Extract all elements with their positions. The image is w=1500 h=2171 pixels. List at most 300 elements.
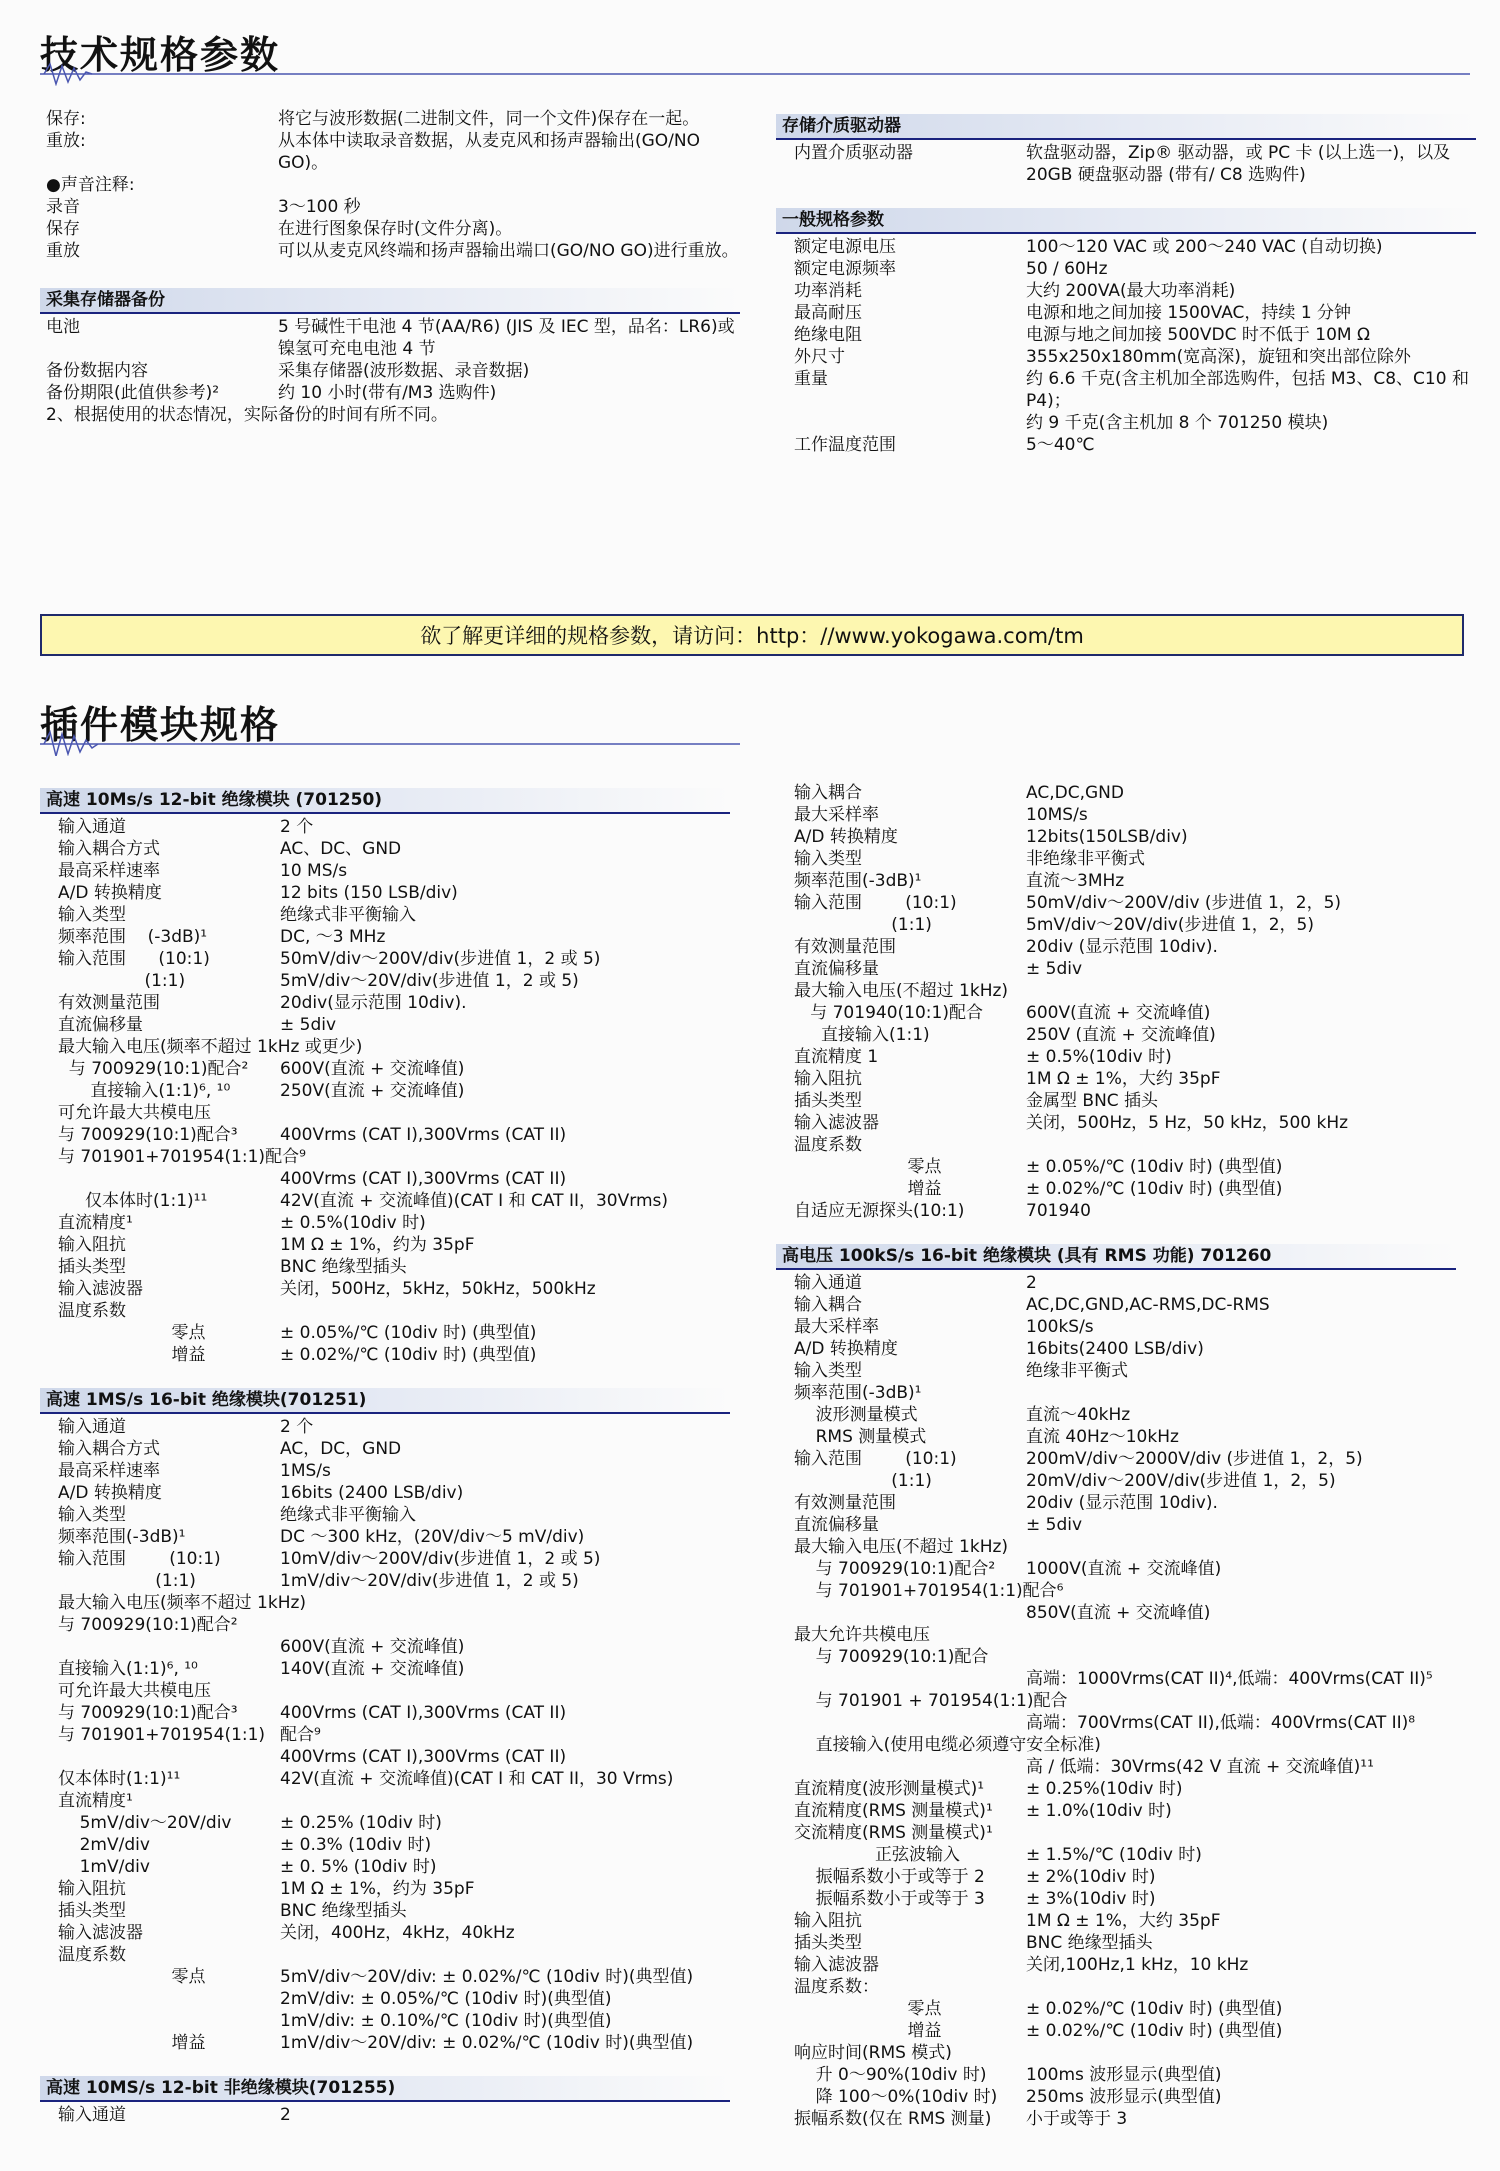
spec-value: 可以从麦克风终端和扬声器输出端口(GO/NO GO)进行重放。 <box>278 241 739 261</box>
spec-label: A/D 转换精度 <box>794 1339 898 1359</box>
module-701250-row <box>58 926 730 948</box>
spec-value: 2 个 <box>280 817 314 837</box>
spec-label: 零点 <box>794 1157 942 1177</box>
module-701260-row <box>794 1932 1456 1954</box>
spec-label: 重量 <box>794 369 828 389</box>
spec-label: 仅本体时(1:1)¹¹ <box>58 1769 181 1789</box>
spec-label: 可允许最大共模电压 <box>58 1103 211 1123</box>
spec-label <box>58 1988 280 2010</box>
spec-label: 与 701901 + 701954(1:1)配合 <box>794 1691 1068 1711</box>
spec-value: 600V(直流 + 交流峰值) <box>280 1059 465 1079</box>
module-701260-row <box>794 1514 1456 1536</box>
spec-value: DC, ～3 MHz <box>280 927 386 947</box>
spec-label: 有效测量范围 <box>794 1493 896 1513</box>
spec-label <box>794 1756 1026 1778</box>
spec-value: 20div(显示范围 10div). <box>280 993 467 1013</box>
spec-value: 1M Ω ± 1%，大约 35pF <box>1026 1069 1221 1089</box>
spec-value: 600V(直流 + 交流峰值) <box>1026 1003 1211 1023</box>
module-701260-row <box>794 1646 1456 1668</box>
spec-label: 输入范围 (10:1) <box>794 893 957 913</box>
module-701251-row <box>58 1856 730 1878</box>
spec-label: (1:1) <box>58 1571 196 1591</box>
spec-label: 输入通道 <box>58 1417 126 1437</box>
spec-label: 振幅系数(仅在 RMS 测量) <box>794 2109 992 2129</box>
spec-value: 关闭，500Hz，5 Hz，50 kHz，500 kHz <box>1026 1113 1349 1133</box>
module-701250-row <box>58 992 730 1014</box>
spec-label: 输入类型 <box>794 849 862 869</box>
spec-value: ± 0.3% (10div 时) <box>280 1835 432 1855</box>
spec-value: 将它与波形数据(二进制文件，同一个文件)保存在一起。 <box>278 109 700 129</box>
module-701251-row <box>58 1966 730 1988</box>
spec-value: ± 5div <box>1026 959 1083 979</box>
spec-value <box>280 1102 730 1124</box>
module-701255-cont-row <box>794 826 1456 848</box>
module-701251-row <box>58 1922 730 1944</box>
module-701255-cont-row <box>794 892 1456 914</box>
module-701250-header: 高速 10Ms/s 12-bit 绝缘模块 (701250) <box>40 788 730 814</box>
spec-value: 12bits(150LSB/div) <box>1026 827 1188 847</box>
spec-value: 100kS/s <box>1026 1317 1094 1337</box>
module-701255-cont-row <box>794 980 1456 1002</box>
spec-value: ± 0. 5% (10div 时) <box>280 1857 437 1877</box>
spec-label: 工作温度范围 <box>794 435 896 455</box>
spec-value <box>280 1944 730 1966</box>
spec-label: A/D 转换精度 <box>794 827 898 847</box>
spec-label: 温度系数 <box>794 1135 862 1155</box>
module-701251-row <box>58 1944 730 1966</box>
spec-value: ± 2%(10div 时) <box>1026 1867 1156 1887</box>
spec-label: 与 701901+701954(1:1)配合⁹ <box>58 1147 306 1167</box>
module-701251-row <box>58 1526 730 1548</box>
spec-label: 增益 <box>58 1345 206 1365</box>
spec-value <box>1026 1690 1456 1712</box>
spec-value: 在进行图象保存时(文件分离)。 <box>278 219 513 239</box>
spec-label <box>58 2010 280 2032</box>
module-701260-row <box>794 1800 1456 1822</box>
module-701251-row <box>58 1702 730 1724</box>
spec-label: 最大允许共模电压 <box>794 1625 930 1645</box>
general-row <box>794 280 1476 302</box>
module-701260-row <box>794 2042 1456 2064</box>
spec-label: 插头类型 <box>58 1901 126 1921</box>
spec-value: 2 <box>280 2105 291 2125</box>
storage-section-header: 存储介质驱动器 <box>776 114 1476 140</box>
spec-value: 20div (显示范围 10div). <box>1026 1493 1218 1513</box>
module-701260-row <box>794 1668 1456 1690</box>
spec-value: 直流～3MHz <box>1026 871 1125 891</box>
spec-label: 直流精度(RMS 测量模式)¹ <box>794 1801 993 1821</box>
spec-label: 最大采样率 <box>794 1317 879 1337</box>
spec-label: 输入滤波器 <box>58 1279 143 1299</box>
spec-value: 电源与地之间加接 500VDC 时不低于 10M Ω <box>1026 325 1370 345</box>
module-701255-cont-row <box>794 914 1456 936</box>
module-701260-row <box>794 1382 1456 1404</box>
module-701251-row <box>58 1548 730 1570</box>
spec-value: 701940 <box>1026 1201 1091 1221</box>
spec-label <box>794 412 1026 434</box>
spec-label: 1mV/div <box>58 1857 150 1877</box>
module-701251-row <box>58 1768 730 1790</box>
module-701250-row <box>58 1058 730 1080</box>
spec-label: 自适应无源探头(10:1) <box>794 1201 965 1221</box>
general-row <box>794 324 1476 346</box>
module-701255-cont-row <box>794 1046 1456 1068</box>
module-701260-row <box>794 1316 1456 1338</box>
spec-value: 50 / 60Hz <box>1026 259 1108 279</box>
spec-label: 增益 <box>58 2033 206 2053</box>
general-row <box>794 258 1476 280</box>
spec-value <box>1026 1624 1456 1646</box>
record-playback-row <box>46 240 740 262</box>
storage-row <box>794 142 1476 186</box>
module-701260-row <box>794 1272 1456 1294</box>
spec-value: 1MS/s <box>280 1461 331 1481</box>
spec-label: 波形测量模式 <box>794 1405 918 1425</box>
module-701255-cont-row <box>794 1068 1456 1090</box>
module-701250-row <box>58 1344 730 1366</box>
spec-label: 正弦波输入 <box>794 1845 961 1865</box>
spec-label: 频率范围(-3dB)¹ <box>794 871 922 891</box>
spec-label: 输入通道 <box>794 1273 862 1293</box>
record-playback-row <box>46 196 740 218</box>
spec-value: AC,DC,GND,AC-RMS,DC-RMS <box>1026 1295 1270 1315</box>
module-701255-cont-row <box>794 958 1456 980</box>
spec-label: 输入类型 <box>794 1361 862 1381</box>
spec-value: 金属型 BNC 插头 <box>1026 1091 1159 1111</box>
spec-label: 输入通道 <box>58 2105 126 2125</box>
spec-value <box>280 1146 730 1168</box>
module-701251-row <box>58 1878 730 1900</box>
record-playback-row <box>46 130 740 174</box>
spec-label: 最大采样率 <box>794 805 879 825</box>
general-row <box>794 346 1476 368</box>
module-701260-row <box>794 1888 1456 1910</box>
spec-label: 直流偏移量 <box>794 959 879 979</box>
spec-value: 高 / 低端：30Vrms(42 V 直流 + 交流峰值)¹¹ <box>1026 1757 1374 1777</box>
spec-value <box>278 174 740 196</box>
module-701255-cont-row <box>794 848 1456 870</box>
spec-value <box>1026 1646 1456 1668</box>
module-701251-row <box>58 1460 730 1482</box>
spec-value: ± 1.5%/℃ (10div 时) <box>1026 1845 1202 1865</box>
spec-value <box>280 1036 730 1058</box>
module-701250-row <box>58 1322 730 1344</box>
spec-value: 约 9 千克(含主机加 8 个 701250 模块) <box>1026 413 1329 433</box>
spec-value: ± 1.0%(10div 时) <box>1026 1801 1172 1821</box>
general-row <box>794 236 1476 258</box>
spec-value: ± 0.02%/℃ (10div 时) (典型值) <box>1026 2021 1283 2041</box>
general-section-header: 一般规格参数 <box>776 208 1476 234</box>
module-701250-row <box>58 1080 730 1102</box>
spec-label: 直流偏移量 <box>794 1515 879 1535</box>
module-701250-row <box>58 1102 730 1124</box>
spec-value <box>1026 1134 1456 1156</box>
module-701260-row <box>794 1712 1456 1734</box>
spec-label: 插头类型 <box>794 1933 862 1953</box>
module-spec-title: 插件模块规格 <box>40 703 281 747</box>
backup-section-header: 采集存储器备份 <box>40 288 740 314</box>
spec-label: 与 701901+701954(1:1)配合⁶ <box>794 1581 1064 1601</box>
spec-value: ± 0.02%/℃ (10div 时) (典型值) <box>280 1345 537 1365</box>
spec-label: 输入滤波器 <box>794 1955 879 1975</box>
spec-label: (1:1) <box>794 915 932 935</box>
spec-label: 绝缘电阻 <box>794 325 862 345</box>
spec-label <box>794 1668 1026 1690</box>
spec-value: 42V(直流 + 交流峰值)(CAT I 和 CAT II，30Vrms) <box>280 1191 668 1211</box>
spec-value: 1M Ω ± 1%，约为 35pF <box>280 1235 475 1255</box>
module-701255-cont-row <box>794 1024 1456 1046</box>
module-701260-row <box>794 2020 1456 2042</box>
module-701250-row <box>58 1278 730 1300</box>
spec-label <box>58 1168 280 1190</box>
website-banner <box>40 614 1464 656</box>
spec-label: 输入阻抗 <box>58 1235 126 1255</box>
spec-label: 输入阻抗 <box>794 1911 862 1931</box>
spec-value: BNC 绝缘型插头 <box>280 1257 407 1277</box>
spec-value: AC、DC、GND <box>280 839 402 859</box>
spec-label: 输入范围 (10:1) <box>58 949 210 969</box>
spec-value: 配合⁹ <box>280 1725 321 1745</box>
spec-value: ± 0.5%(10div 时) <box>280 1213 426 1233</box>
spec-label: 响应时间(RMS 模式) <box>794 2043 952 2063</box>
module-701260-row <box>794 1602 1456 1624</box>
spec-value <box>1026 1580 1456 1602</box>
top-right-column <box>776 114 1476 456</box>
module-701251-row <box>58 1658 730 1680</box>
spec-label: 有效测量范围 <box>58 993 160 1013</box>
spec-value: 2mV/div: ± 0.05%/℃ (10div 时)(典型值) <box>280 1989 612 2009</box>
backup-row <box>46 382 740 404</box>
spec-label: 增益 <box>794 1179 942 1199</box>
spec-value: 采集存储器(波形数据、录音数据) <box>278 361 530 381</box>
spec-value: 1M Ω ± 1%，大约 35pF <box>1026 1911 1221 1931</box>
spec-label: 直接输入(1:1)⁶, ¹⁰ <box>58 1081 231 1101</box>
spec-value: 1mV/div～20V/div(步进值 1，2 或 5) <box>280 1571 579 1591</box>
spec-value: 绝缘非平衡式 <box>1026 1361 1128 1381</box>
spec-label <box>794 1602 1026 1624</box>
spec-value: 10 MS/s <box>280 861 348 881</box>
spec-label: 频率范围(-3dB)¹ <box>794 1383 922 1403</box>
spec-value: 20div (显示范围 10div). <box>1026 937 1218 957</box>
module-701260-row <box>794 1404 1456 1426</box>
module-701260-row <box>794 1294 1456 1316</box>
general-row <box>794 302 1476 324</box>
spec-value: 355x250x180mm(宽高深)，旋钮和突出部位除外 <box>1026 347 1411 367</box>
module-701250-row <box>58 860 730 882</box>
module-701255-header: 高速 10MS/s 12-bit 非绝缘模块(701255) <box>40 2076 730 2102</box>
spec-value: 2 <box>1026 1273 1037 1293</box>
spec-label: 直流精度¹ <box>58 1213 133 1233</box>
spec-value: 直流～40kHz <box>1026 1405 1131 1425</box>
module-701251-row <box>58 1592 730 1614</box>
module-701251-row <box>58 1790 730 1812</box>
module-701260-row <box>794 1734 1456 1756</box>
spec-value: ± 5div <box>280 1015 337 1035</box>
spec-value: 50mV/div～200V/div(步进值 1，2 或 5) <box>280 949 601 969</box>
module-701260-row <box>794 2108 1456 2130</box>
spec-label: 插头类型 <box>58 1257 126 1277</box>
module-701255-cont-row <box>794 1156 1456 1178</box>
module-701255-cont-row <box>794 936 1456 958</box>
module-701250-row <box>58 882 730 904</box>
spec-value <box>1026 2042 1456 2064</box>
module-701260-row <box>794 1866 1456 1888</box>
module-701260-row <box>794 1976 1456 1998</box>
spec-value: 400Vrms (CAT I),300Vrms (CAT II) <box>280 1703 567 1723</box>
spec-label: 最大输入电压(频率不超过 1kHz 或更少) <box>58 1037 363 1057</box>
module-701255-cont-row <box>794 870 1456 892</box>
spec-value: 16bits (2400 LSB/div) <box>280 1483 464 1503</box>
spec-label: 最高采样速率 <box>58 1461 160 1481</box>
module-701251-row <box>58 1900 730 1922</box>
spec-label: 直流精度¹ <box>58 1791 133 1811</box>
spec-value: 250V(直流 + 交流峰值) <box>280 1081 465 1101</box>
spec-value: 约 10 小时(带有/M3 选购件) <box>278 383 497 403</box>
module-701255-cont-row <box>794 804 1456 826</box>
spec-label: 与 700929(10:1)配合 <box>794 1647 989 1667</box>
spec-label: 输入耦合 <box>794 783 862 803</box>
record-playback-row <box>46 108 740 130</box>
spec-label: 零点 <box>794 1999 942 2019</box>
spec-label: 频率范围(-3dB)¹ <box>58 1527 186 1547</box>
spec-value <box>280 1300 730 1322</box>
module-701260-row <box>794 1558 1456 1580</box>
spec-label: (1:1) <box>58 971 186 991</box>
spec-value: 1mV/div～20V/div: ± 0.02%/℃ (10div 时)(典型值) <box>280 2033 694 2053</box>
spec-value: 5～40℃ <box>1026 435 1095 455</box>
spec-label: 温度系数 <box>58 1945 126 1965</box>
module-701250-row <box>58 1234 730 1256</box>
spec-value: 绝缘式非平衡输入 <box>280 1505 416 1525</box>
general-row <box>794 368 1476 412</box>
module-701255-cont-row <box>794 1178 1456 1200</box>
module-701250-row <box>58 1168 730 1190</box>
module-701260-row <box>794 1360 1456 1382</box>
module-701250-row <box>58 948 730 970</box>
spec-label: 与 701901+701954(1:1) <box>58 1725 266 1745</box>
spec-label: 备份数据内容 <box>46 361 148 381</box>
spec-label: 仅本体时(1:1)¹¹ <box>58 1191 208 1211</box>
spec-label: ●声音注释: <box>46 175 135 195</box>
module-701255-cont-row <box>794 1200 1456 1222</box>
module-701250-row <box>58 1146 730 1168</box>
spec-label: (1:1) <box>794 1471 932 1491</box>
spec-value: ± 0.02%/℃ (10div 时) (典型值) <box>1026 1999 1283 2019</box>
spec-label: 直接输入(1:1)⁶, ¹⁰ <box>58 1659 198 1679</box>
spec-value: 250ms 波形显示(典型值) <box>1026 2087 1222 2107</box>
module-701260-row <box>794 1822 1456 1844</box>
module-701250-row <box>58 1300 730 1322</box>
spec-label: 输入通道 <box>58 817 126 837</box>
top-left-column <box>40 108 740 426</box>
spec-label: 功率消耗 <box>794 281 862 301</box>
spec-value <box>280 1790 730 1812</box>
spec-value: 从本体中读取录音数据，从麦克风和扬声器输出(GO/NO GO)。 <box>278 131 701 173</box>
module-701260-header: 高电压 100kS/s 16-bit 绝缘模块 (具有 RMS 功能) 701260 <box>776 1244 1456 1270</box>
spec-label: 直流精度(波形测量模式)¹ <box>794 1779 985 1799</box>
spec-value: 高端：1000Vrms(CAT II)⁴,低端：400Vrms(CAT II)⁵ <box>1026 1669 1433 1689</box>
spec-value: 直流 40Hz～10kHz <box>1026 1427 1179 1447</box>
module-701251-row <box>58 1416 730 1438</box>
module-701260-row <box>794 1448 1456 1470</box>
module-701255-cont-row <box>794 1090 1456 1112</box>
spec-value: ± 0.05%/℃ (10div 时) (典型值) <box>1026 1157 1283 1177</box>
spec-title: 技术规格参数 <box>40 33 281 77</box>
module-701251-row <box>58 1834 730 1856</box>
backup-row <box>46 316 740 360</box>
spec-label: 与 700929(10:1)配合² <box>794 1559 996 1579</box>
spec-value: BNC 绝缘型插头 <box>1026 1933 1153 1953</box>
spec-value <box>280 1680 730 1702</box>
spec-label: 振幅系数小于或等于 3 <box>794 1889 985 1909</box>
spec-value: ± 3%(10div 时) <box>1026 1889 1156 1909</box>
spec-label: 输入滤波器 <box>794 1113 879 1133</box>
spec-value <box>280 1592 730 1614</box>
spec-value: ± 0.5%(10div 时) <box>1026 1047 1172 1067</box>
spec-label: 录音 <box>46 197 80 217</box>
spec-value: AC，DC，GND <box>280 1439 402 1459</box>
module-701250-row <box>58 1212 730 1234</box>
spec-value: 5mV/div～20V/div(步进值 1，2，5) <box>1026 915 1314 935</box>
spec-label: 输入类型 <box>58 905 126 925</box>
spec-label: 保存 <box>46 219 80 239</box>
spec-label: 最高采样速率 <box>58 861 160 881</box>
spec-value <box>1026 1976 1456 1998</box>
module-701260-row <box>794 1338 1456 1360</box>
general-row <box>794 412 1476 434</box>
spec-label: 可允许最大共模电压 <box>58 1681 211 1701</box>
title-underline <box>40 60 1470 86</box>
module-701260-row <box>794 1624 1456 1646</box>
module-701251-row <box>58 1614 730 1636</box>
spec-value <box>1026 980 1456 1002</box>
bottom-left-column <box>40 788 730 2126</box>
spec-label: 增益 <box>794 2021 942 2041</box>
spec-value: 1mV/div: ± 0.10%/℃ (10div 时)(典型值) <box>280 2011 612 2031</box>
spec-label: 与 700929(10:1)配合² <box>58 1615 238 1635</box>
module-701260-row <box>794 2086 1456 2108</box>
spec-label: 5mV/div～20V/div <box>58 1813 232 1833</box>
module-701251-row <box>58 1636 730 1658</box>
spec-label: 直流偏移量 <box>58 1015 143 1035</box>
module-701250-row <box>58 1256 730 1278</box>
spec-label <box>58 1746 280 1768</box>
spec-label: 交流精度(RMS 测量模式)¹ <box>794 1823 993 1843</box>
spec-value: 100～120 VAC 或 200～240 VAC (自动切换) <box>1026 237 1383 257</box>
spec-value: AC,DC,GND <box>1026 783 1124 803</box>
spec-label: 与 700929(10:1)配合³ <box>58 1703 238 1723</box>
module-701260-row <box>794 1998 1456 2020</box>
spec-value: BNC 绝缘型插头 <box>280 1901 407 1921</box>
spec-label: 2mV/div <box>58 1835 150 1855</box>
spec-value: 400Vrms (CAT I),300Vrms (CAT II) <box>280 1747 567 1767</box>
module-701260-row <box>794 1580 1456 1602</box>
spec-value: 5mV/div～20V/div: ± 0.02%/℃ (10div 时)(典型值) <box>280 1967 694 1987</box>
spec-label: 输入耦合 <box>794 1295 862 1315</box>
spec-label: 直流精度 1 <box>794 1047 879 1067</box>
spec-value: 600V(直流 + 交流峰值) <box>280 1637 465 1657</box>
spec-label: 振幅系数小于或等于 2 <box>794 1867 985 1887</box>
spec-value: ± 0.02%/℃ (10div 时) (典型值) <box>1026 1179 1283 1199</box>
spec-value: 软盘驱动器，Zip® 驱动器，或 PC 卡 (以上选一)，以及 20GB 硬盘驱动器 (带有/ C8 选购件) <box>1026 143 1451 185</box>
spec-value: 5mV/div～20V/div(步进值 1，2 或 5) <box>280 971 579 991</box>
module-701251-row <box>58 2032 730 2054</box>
module-701251-row <box>58 2010 730 2032</box>
spec-value: 绝缘式非平衡输入 <box>280 905 416 925</box>
module-701255-cont-row <box>794 1002 1456 1024</box>
record-playback-row <box>46 174 740 196</box>
module-701251-row <box>58 1680 730 1702</box>
